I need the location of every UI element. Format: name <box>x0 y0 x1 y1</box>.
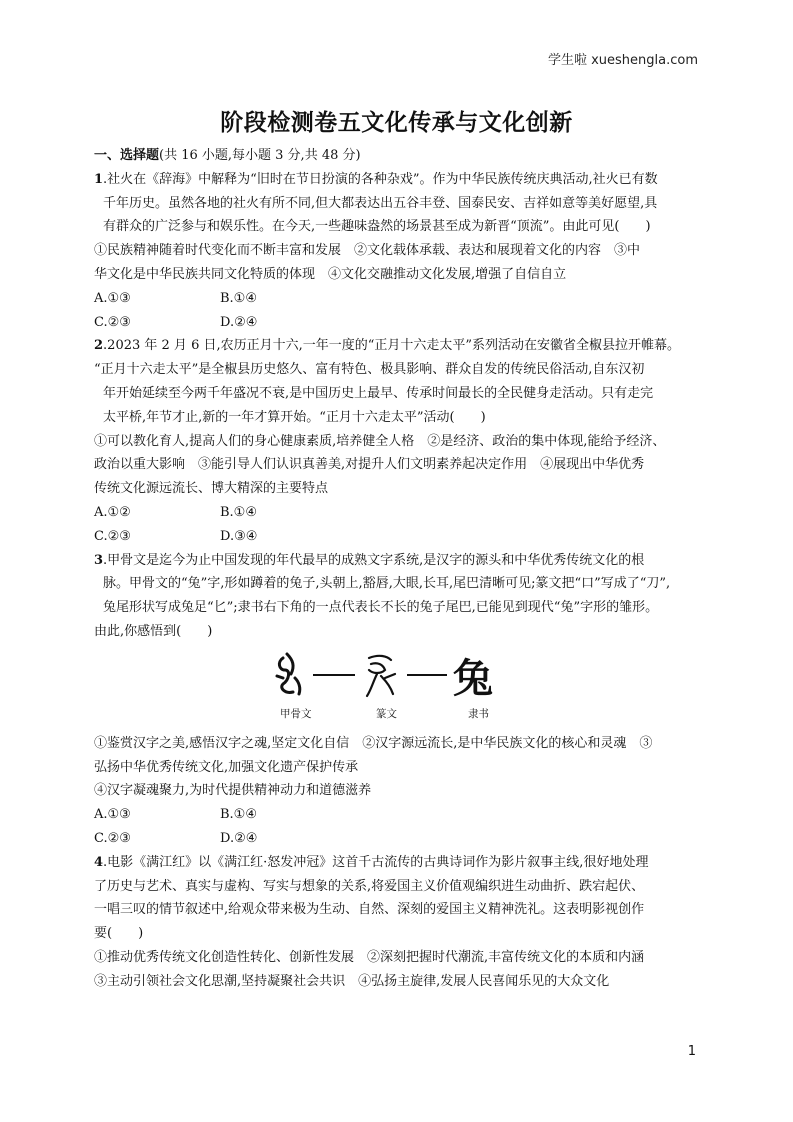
question-stem-line: 由此,你感悟到( ) <box>94 623 213 639</box>
question-number: 2 <box>94 338 104 354</box>
stem-text: .社火在《辞海》中解释为“旧时在节日扮演的各种杂戏”。作为中华民族传统庆典活动,社火已有数 <box>103 171 658 187</box>
question-stem-line: “正月十六走太平”是全椒县历史悠久、富有特色、极具影响、群众自发的传统民俗活动,自东汉初 <box>94 362 645 378</box>
page-title: 阶段检测卷五文化传承与文化创新 <box>220 110 573 136</box>
question-2 <box>94 334 704 548</box>
options-row <box>94 827 704 851</box>
statement-line: ①民族精神随着时代变化而不断丰富和发展 ②文化载体承载、表达和展现着文化的内容 ③中 <box>94 243 641 259</box>
section-title: 一、选择题 <box>94 148 160 163</box>
option-b: B.①④ <box>220 504 257 520</box>
question-number: 1 <box>94 171 104 187</box>
question-3 <box>94 549 704 851</box>
statement-line: 传统文化源远流长、博大精深的主要特点 <box>94 481 329 497</box>
question-number: 3 <box>94 552 104 568</box>
question-stem-line <box>94 334 704 358</box>
question-stem-line: 了历史与艺术、真实与虚构、写实与想象的关系,将爱国主义价值观编织进生动曲折、跌宕起伏、 <box>94 878 645 894</box>
options-row <box>94 803 704 827</box>
option-c: C.②③ <box>94 830 131 846</box>
statement-line: 政治以重大影响 ③能引导人们认识真善美,对提升人们文明素养起决定作用 ④展现出中华优秀 <box>94 457 645 473</box>
options-row <box>94 287 704 311</box>
option-c: C.②③ <box>94 528 131 544</box>
option-b: B.①④ <box>220 807 257 823</box>
question-stem-line: 年开始延续至今两千年盛况不衰,是中国历史上最早、传承时间最长的全民健身走活动。只有走完 <box>103 385 654 401</box>
statement-line: ④汉字凝魂聚力,为时代提供精神动力和道德滋养 <box>94 783 372 799</box>
statement-line: 华文化是中华民族共同文化特质的体现 ④文化交融推动文化发展,增强了自信自立 <box>94 266 567 282</box>
option-a: A.①② <box>94 504 131 520</box>
question-4 <box>94 851 704 994</box>
question-stem-line <box>94 851 704 875</box>
caption-clerical-script: 隶书 <box>468 707 489 720</box>
question-stem-line: 太平桥,年节才止,新的一年才算开始。“正月十六走太平”活动( ) <box>103 409 486 425</box>
options-row <box>94 501 704 525</box>
question-stem-line: 要( ) <box>94 926 144 942</box>
question-stem-line: 兔尾形状写成兔足“匕”;隶书右下角的一点代表长不长的兔子尾巴,已能见到现代“兔”字形的雏形。 <box>103 600 659 616</box>
script-evolution-illustration <box>269 648 509 702</box>
statement-line: ③主动引领社会文化思潮,坚持凝聚社会共识 ④弘扬主旋律,发展人民喜闻乐见的大众文化 <box>94 973 610 989</box>
clerical-script-rabbit-glyph: 兔 <box>453 654 493 702</box>
question-1 <box>94 168 704 335</box>
question-stem-line: 有群众的广泛参与和娱乐性。在今天,一些趣味盎然的场景甚至成为新晋“顶流”。由此可见( ) <box>103 219 651 235</box>
option-a: A.①③ <box>94 290 131 306</box>
statement-line: ①可以教化育人,提高人们的身心健康素质,培养健全人格 ②是经济、政治的集中体现,能给予经济、 <box>94 433 666 449</box>
site-watermark: 学生啦 xueshengla.com <box>547 53 698 68</box>
section-heading <box>94 144 704 168</box>
question-number: 4 <box>94 854 104 870</box>
page-number: 1 <box>687 1044 696 1059</box>
options-row <box>94 311 704 335</box>
question-stem-line <box>94 549 704 573</box>
stem-text: .甲骨文是迄今为止中国发现的年代最早的成熟文字系统,是汉字的源头和中华优秀传统文化的根 <box>103 552 645 568</box>
option-d: D.②④ <box>220 830 258 846</box>
option-c: C.②③ <box>94 314 131 330</box>
rabbit-script-figure <box>94 648 704 726</box>
seal-script-rabbit-glyph <box>367 656 395 696</box>
statement-line: ①鉴赏汉字之美,感悟汉字之魂,坚定文化自信 ②汉字源远流长,是中华民族文化的核心和灵魂 ③ <box>94 735 653 751</box>
section-note: (共 16 小题,每小题 3 分,共 48 分) <box>159 148 361 163</box>
caption-oracle-bone: 甲骨文 <box>280 707 312 720</box>
options-row <box>94 525 704 549</box>
exam-content <box>94 144 704 994</box>
stem-text: .电影《满江红》以《满江红·怒发冲冠》这首千古流传的古典诗词作为影片叙事主线,很好地处理 <box>103 854 649 870</box>
option-d: D.③④ <box>220 528 258 544</box>
option-a: A.①③ <box>94 807 131 823</box>
caption-seal-script: 篆文 <box>376 707 397 720</box>
oracle-bone-rabbit-glyph <box>277 654 300 694</box>
option-d: D.②④ <box>220 314 258 330</box>
option-b: B.①④ <box>220 290 257 306</box>
stem-text: .2023 年 2 月 6 日,农历正月十六,一年一度的“正月十六走太平”系列活动在安徽省全椒县拉开帷幕。 <box>103 338 681 354</box>
question-stem-line: 一唱三叹的情节叙述中,给观众带来极为生动、自然、深刻的爱国主义精神洗礼。这表明影视创作 <box>94 902 645 918</box>
question-stem-line <box>94 168 704 192</box>
question-stem-line: 脉。甲骨文的“兔”字,形如蹲着的兔子,头朝上,豁唇,大眼,长耳,尾巴清晰可见;篆文把“口”写成了“刀”, <box>103 576 671 592</box>
statement-line: ①推动优秀传统文化创造性转化、创新性发展 ②深刻把握时代潮流,丰富传统文化的本质和内涵 <box>94 949 645 965</box>
statement-line: 弘扬中华优秀传统文化,加强文化遗产保护传承 <box>94 759 359 775</box>
question-stem-line: 千年历史。虽然各地的社火有所不同,但大都表达出五谷丰登、国泰民安、吉祥如意等美好愿望,具 <box>103 195 658 211</box>
